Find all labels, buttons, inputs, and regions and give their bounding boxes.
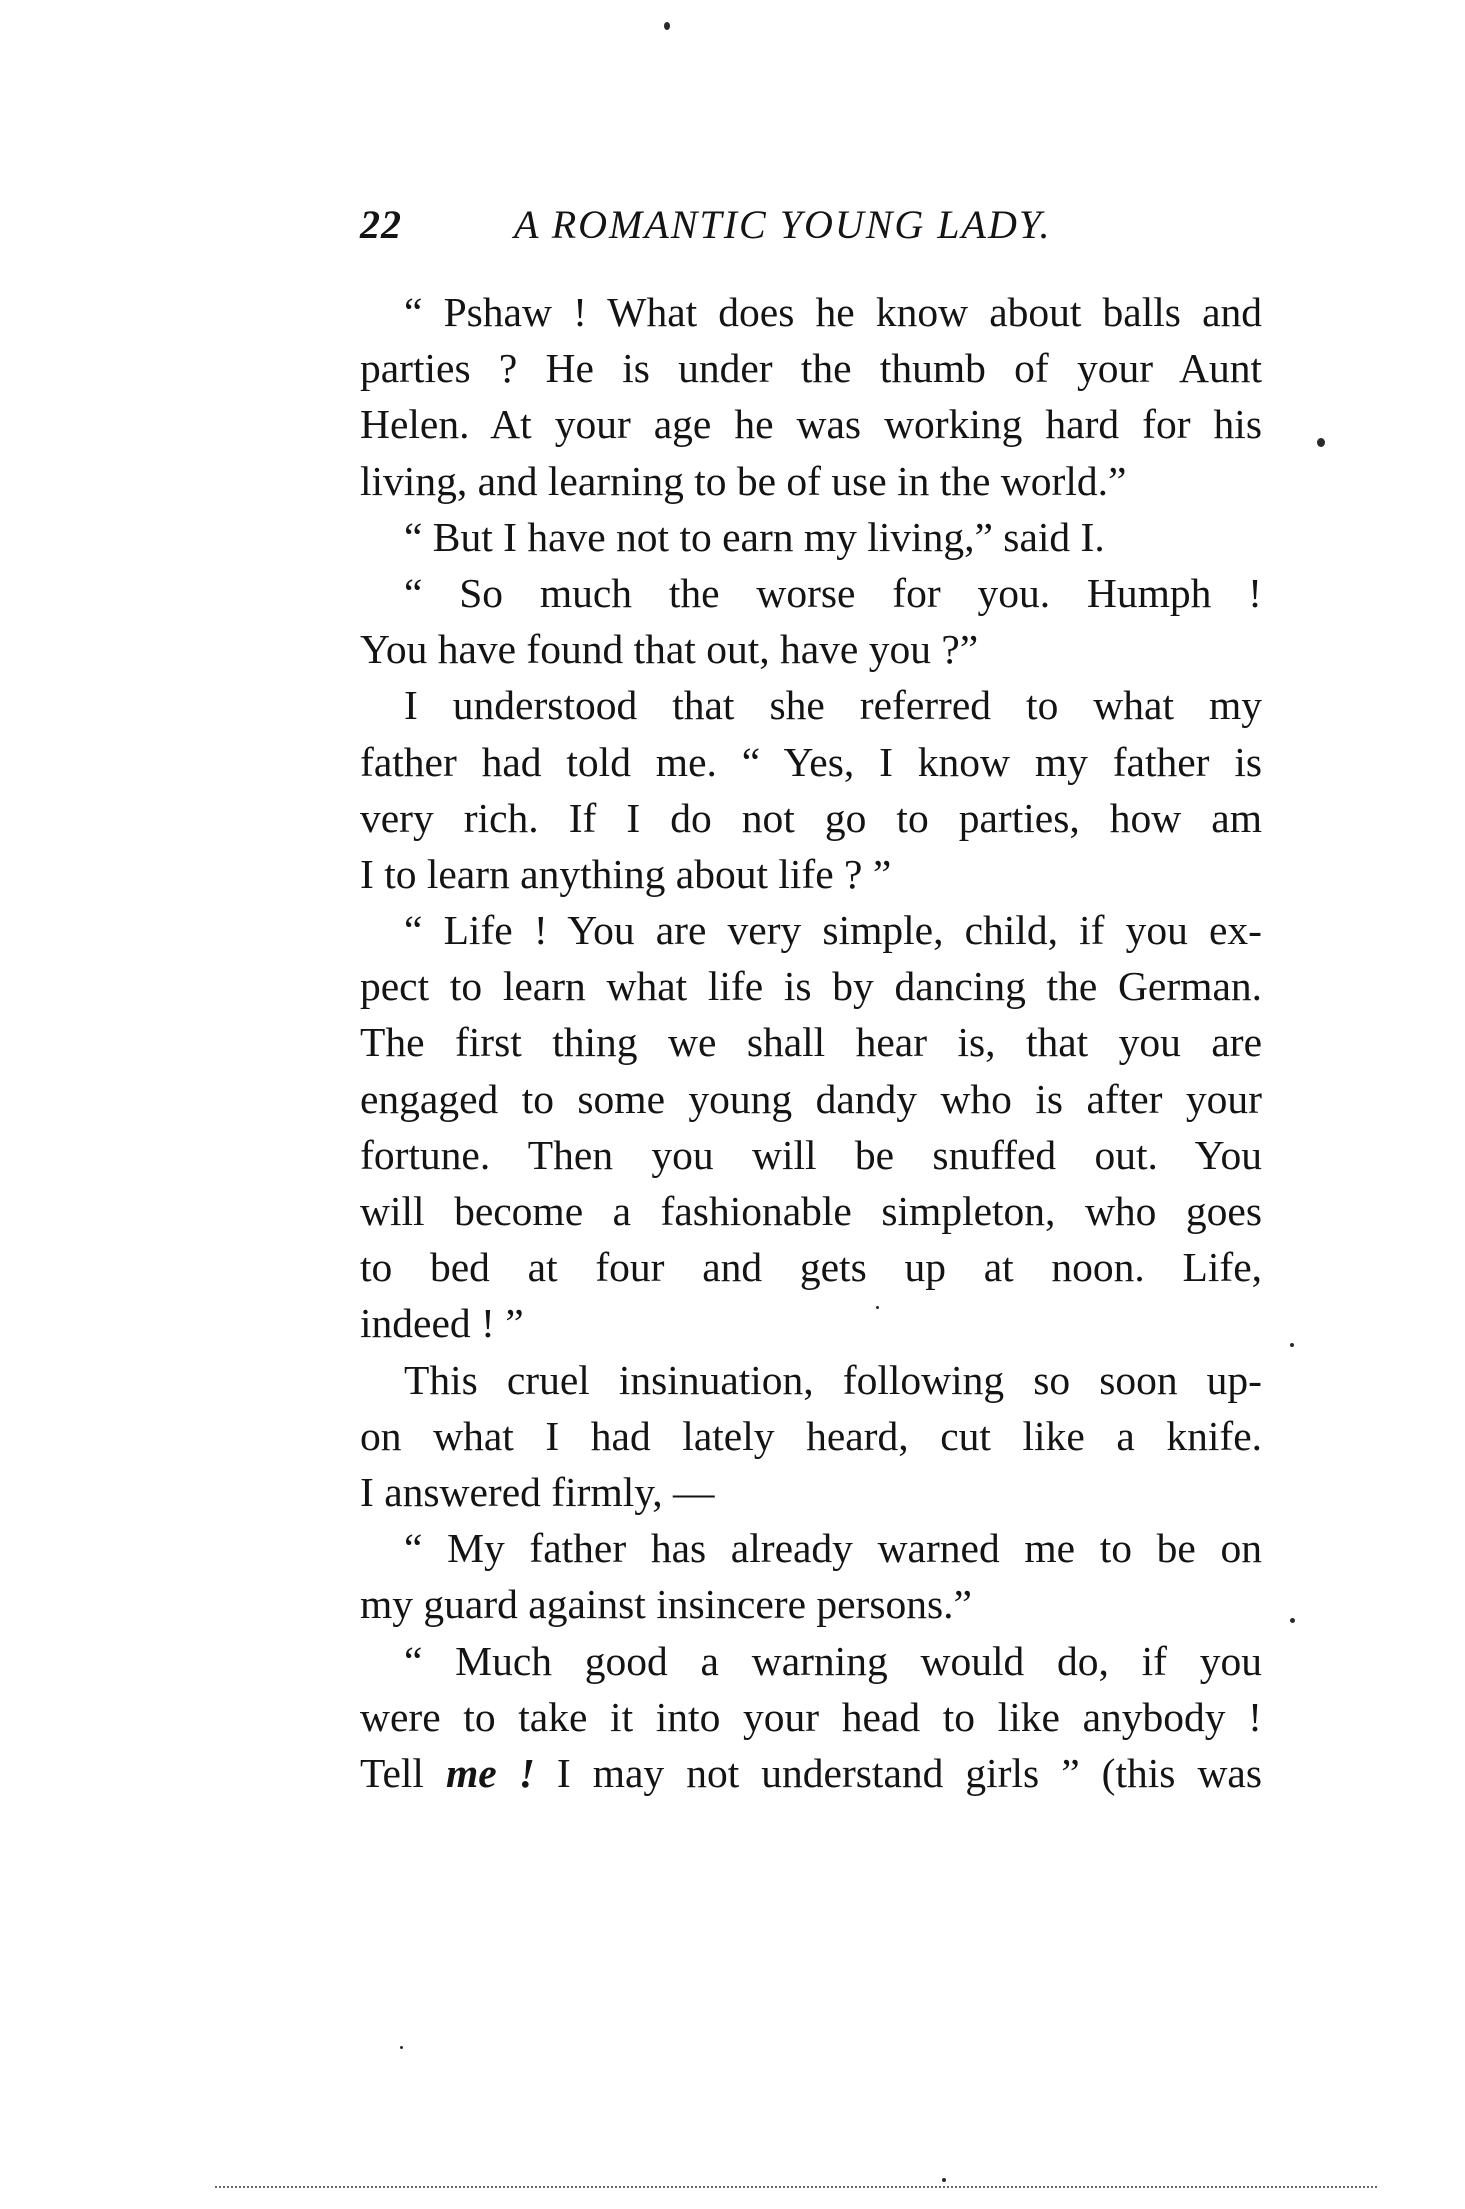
text-line: very rich. If I do not go to parties, how am [360, 794, 1262, 841]
text-line: my guard against insincere persons.” [360, 1581, 972, 1628]
text-line: on what I had lately heard, cut like a knife. [360, 1412, 1262, 1459]
text-line: I understood that she referred to what my [404, 682, 1262, 729]
text-line: “ Life ! You are very simple, child, if you ex- [404, 907, 1262, 954]
text-line: Helen. At your age he was working hard for his [360, 401, 1262, 448]
text-line: The first thing we shall hear is, that you are [360, 1019, 1262, 1066]
text-line: father had told me. “ Yes, I know my father is [360, 738, 1262, 785]
emphasis-me: me ! [445, 1749, 535, 1796]
text-line-final [360, 1745, 1262, 1801]
body-text [360, 284, 1262, 1801]
text-line: You have found that out, have you ?” [360, 626, 979, 673]
text-line: parties ? He is under the thumb of your Aunt [360, 345, 1262, 392]
text-line: “ Much good a warning would do, if you [404, 1637, 1262, 1684]
text-line: to bed at four and gets up at noon. Life, [360, 1244, 1262, 1291]
text-line: indeed ! ” [360, 1300, 524, 1347]
text-line: I answered firmly, — [360, 1468, 715, 1515]
text-line: This cruel insinuation, following so soon up- [404, 1356, 1262, 1403]
text-line: living, and learning to be of use in the world.” [360, 457, 1127, 504]
text-line: will become a fashionable simpleton, who goes [360, 1188, 1262, 1234]
scan-speck [400, 2046, 403, 2049]
text-line: “ Pshaw ! What does he know about balls and [404, 289, 1262, 335]
scan-speck [876, 1306, 879, 1309]
text-line: “ My father has already warned me to be on [404, 1525, 1262, 1572]
scan-speck [942, 2178, 946, 2182]
scan-speck [1290, 1343, 1294, 1347]
text-line: I to learn anything about life ? ” [360, 850, 892, 897]
text-line: were to take it into your head to like anybody ! [360, 1693, 1262, 1740]
scan-speck [1317, 438, 1325, 447]
final-line-prefix: Tell [360, 1749, 446, 1796]
scan-speck [1290, 1618, 1295, 1623]
text-line: fortune. Then you will be snuffed out. You [360, 1131, 1262, 1178]
scan-speck [664, 22, 670, 30]
page-number: 22 [360, 202, 402, 247]
page-header [360, 198, 1280, 252]
text-line: “ So much the worse for you. Humph ! [404, 569, 1262, 616]
text-line: “ But I have not to earn my living,” said I. [404, 513, 1105, 560]
final-line-suffix: I may not understand girls ” (this was [534, 1749, 1262, 1796]
bottom-edge-rule [215, 2186, 1377, 2188]
running-title: A ROMANTIC YOUNG LADY. [514, 202, 1052, 247]
text-line: pect to learn what life is by dancing the German. [360, 963, 1262, 1010]
text-line: engaged to some young dandy who is after your [360, 1075, 1262, 1122]
